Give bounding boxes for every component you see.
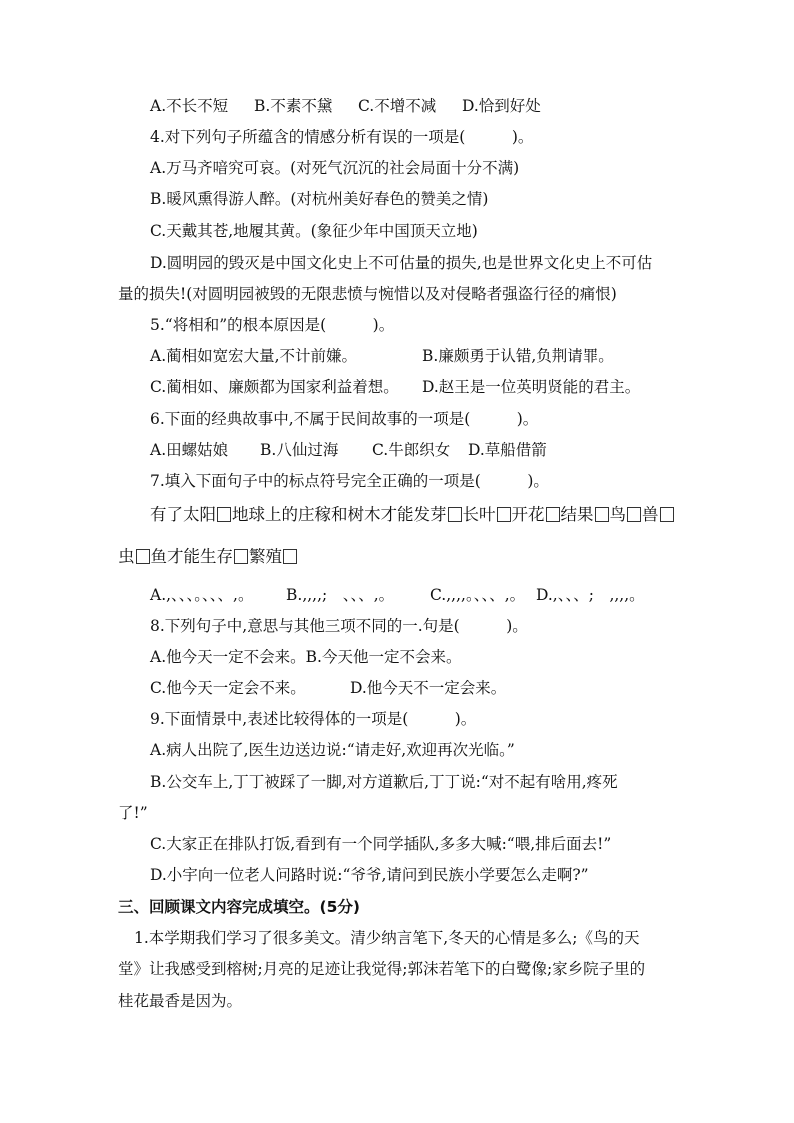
q7-text-5: 结果 [560, 505, 594, 524]
q7-sentence-line1 [150, 505, 675, 525]
blank-box [546, 507, 560, 522]
q9-option-b-line2: 了!” [118, 804, 148, 822]
q7-option-a: A.,、、、。、、、,。 [150, 586, 254, 604]
q3-option-b: B.不素不黛 [254, 97, 333, 115]
q5-options-row2 [150, 377, 640, 397]
q9-option-a: A.病人出院了,医生边送边说:“请走好,欢迎再次光临。” [150, 741, 515, 759]
q7-text-10: 繁殖 [249, 547, 282, 566]
q6-option-b: B.八仙过海 [260, 441, 339, 459]
blank-box [283, 549, 297, 564]
q4-option-b: B.暖风熏得游人醉。(对杭州美好春色的赞美之情) [150, 190, 489, 208]
q6-options [150, 440, 547, 460]
section3-para-line2: 堂》让我感受到榕树;月亮的足迹让我觉得;郭沫若笔下的白鹭像;家乡院子里的 [118, 960, 646, 978]
q9-option-d: D.小宇向一位老人问路时说:“爷爷,请问到民族小学要怎么走啊?” [150, 866, 589, 884]
q9-stem: 9.下面情景中,表述比较得体的一项是( )。 [150, 710, 477, 728]
q4-stem: 4.对下列句子所蕴含的情感分析有误的一项是( )。 [150, 128, 534, 146]
q7-stem: 7.填入下面句子中的标点符号完全正确的一项是( )。 [150, 472, 549, 490]
q9-option-b-line1: B.公交车上,丁丁被踩了一脚,对方道歉后,丁丁说:“对不起有啥用,疼死 [150, 773, 618, 791]
q5-options-row1 [150, 346, 614, 366]
blank-box [595, 507, 609, 522]
blank-box [497, 507, 511, 522]
q4-option-d-line1: D.圆明园的毁灭是中国文化史上不可估量的损失,也是世界文化史上不可估 [150, 254, 653, 272]
q7-text-2: 地球上的庄稼和树木才能发芽 [232, 505, 447, 524]
q3-options [150, 96, 541, 116]
q5-option-a: A.蔺相如宽宏大量,不计前嫌。 [150, 347, 358, 365]
blank-box [627, 507, 641, 522]
q8-option-c: C.他今天一定会不来。 [150, 679, 306, 697]
q7-text-1: 有了太阳 [150, 505, 216, 524]
q7-text-6: 鸟 [609, 505, 626, 524]
section3-title: 三、回顾课文内容完成填空。(5分) [118, 898, 360, 916]
section3-para-line3: 桂花最香是因为。 [118, 992, 243, 1010]
q6-option-a: A.田螺姑娘 [150, 441, 229, 459]
q6-stem: 6.下面的经典故事中,不属于民间故事的一项是( )。 [150, 410, 539, 428]
q8-options-row2 [150, 678, 506, 698]
q8-options-row1 [150, 647, 461, 667]
q7-option-c: C.,,,,。、、、,。 [430, 586, 526, 604]
q7-option-d: D.,、、、; ,,,,。 [536, 586, 645, 604]
q7-text-8: 虫 [118, 547, 135, 566]
q7-options [150, 585, 645, 605]
q6-option-d: D.草船借箭 [468, 441, 547, 459]
blank-box [448, 507, 462, 522]
q3-option-a: A.不长不短 [150, 97, 229, 115]
q4-option-c: C.天戴其苍,地履其黄。(象征少年中国顶天立地) [150, 222, 478, 240]
section3-para-line1: 1.本学期我们学习了很多美文。清少纳言笔下,冬天的心情是多么;《鸟的天 [134, 929, 640, 947]
q9-option-c: C.大家正在排队打饭,看到有一个同学插队,多多大喊:“喂,排后面去!” [150, 835, 612, 853]
q5-option-d: D.赵王是一位英明贤能的君主。 [422, 378, 641, 396]
q8-option-a: A.他今天一定不会来。 [150, 648, 306, 666]
q8-stem: 8.下列句子中,意思与其他三项不同的一.句是( )。 [150, 617, 528, 635]
q3-option-d: D.恰到好处 [462, 97, 541, 115]
blank-box [234, 549, 248, 564]
q5-option-c: C.蔺相如、廉颇都为国家利益着想。 [150, 378, 399, 396]
q5-option-b: B.廉颇勇于认错,负荆请罪。 [422, 347, 614, 365]
q7-text-7: 兽 [642, 505, 659, 524]
q5-stem: 5.“将相和”的根本原因是( )。 [150, 316, 395, 334]
q7-sentence-line2 [118, 547, 298, 567]
blank-box [136, 549, 150, 564]
q7-text-4: 开花 [511, 505, 545, 524]
blank-box [217, 507, 231, 522]
q7-text-3: 长叶 [462, 505, 496, 524]
q8-option-d: D.他今天不一定会来。 [350, 679, 507, 697]
q3-option-c: C.不增不减 [358, 97, 437, 115]
q7-text-9: 鱼才能生存 [150, 547, 233, 566]
blank-box [660, 507, 674, 522]
q7-option-b: B.,,,,; 、、、,。 [286, 586, 395, 604]
q6-option-c: C.牛郎织女 [372, 441, 451, 459]
q4-option-d-line2: 量的损失!(对圆明园被毁的无限悲愤与惋惜以及对侵略者强盗行径的痛恨) [118, 285, 617, 303]
q4-option-a: A.万马齐喑究可哀。(对死气沉沉的社会局面十分不满) [150, 159, 520, 177]
q8-option-b: B.今天他一定不会来。 [305, 648, 462, 666]
